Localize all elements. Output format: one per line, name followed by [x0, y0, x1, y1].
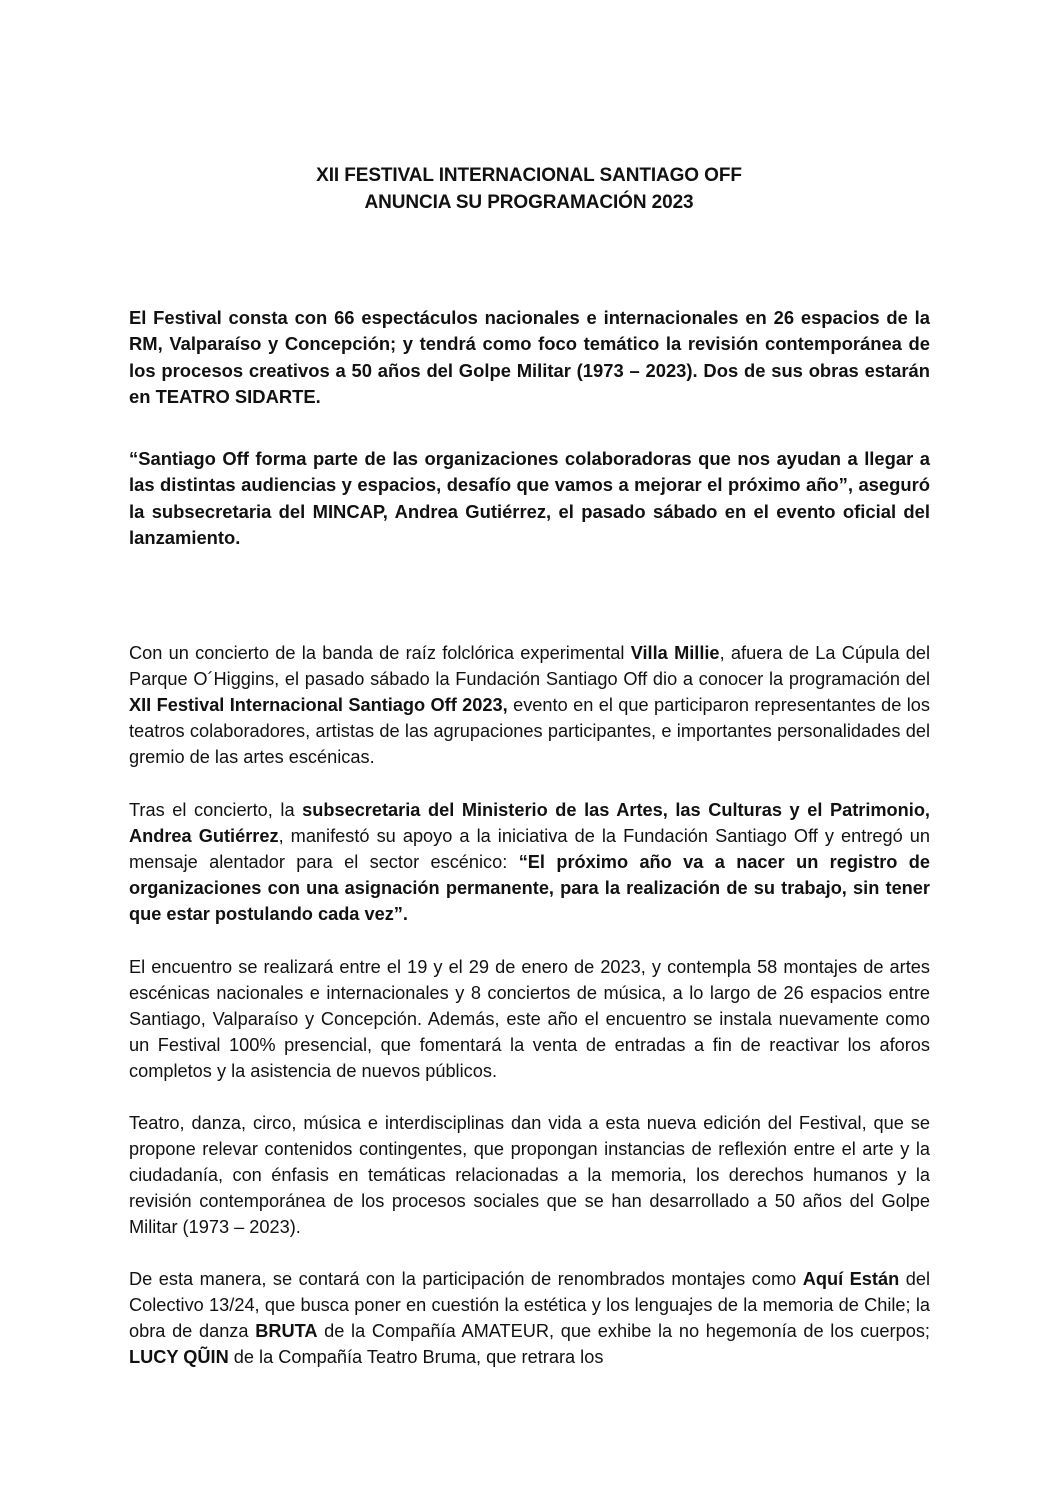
subsecretary-title: subsecretaria del Ministerio de las Artes, las Culturas y el Patrimonio, Andrea Gutiérrez	[129, 800, 930, 846]
page-title	[0, 162, 1058, 216]
festival-name: XII Festival Internacional Santiago Off 2023,	[129, 695, 508, 715]
work-bruta: BRUTA	[255, 1321, 318, 1341]
lead-paragraph-1: El Festival consta con 66 espectáculos nacionales e internacionales en 26 espacios de la RM, Valparaíso y Concepción; y tendrá como foco temático la revisión contemporánea de los procesos creativos a 50 años del Golpe Militar (1973 – 2023). Dos de sus obras estarán en TEATRO SIDARTE.	[129, 307, 930, 407]
subsecretary-quote: “El próximo año va a nacer un registro de organizaciones con una asignación permanente, para la realización de su trabajo, sin tener que estar postulando cada vez”.	[129, 852, 930, 924]
body-paragraph-2: Tras el concierto, la subsecretaria del Ministerio de las Artes, las Culturas y el Patrimonio, Andrea Gutiérrez, manifestó su apoyo a la iniciativa de la Fundación Santiago Off y entregó un mensaje alentador para el sector escénico: “El próximo año va a nacer un registro de organizaciones con una asignación permanente, para la realización de su trabajo, sin tener que estar postulando cada vez”.	[129, 800, 930, 924]
title-line-1: XII FESTIVAL INTERNACIONAL SANTIAGO OFF	[316, 165, 742, 186]
body-paragraph-3: El encuentro se realizará entre el 19 y el 29 de enero de 2023, y contempla 58 montajes de artes escénicas nacionales e internacionales y 8 conciertos de música, a lo largo de 26 espacios entre Santiago, Valparaíso y Concepción. Además, este año el encuentro se instala nuevamente como un Festival 100% presencial, que fomentará la venta de entradas a fin de reactivar los aforos completos y la asistencia de nuevos públicos.	[129, 957, 930, 1081]
work-lucy-quin: LUCY QŨIN	[129, 1347, 229, 1367]
work-aqui-estan: Aquí Están	[802, 1269, 900, 1289]
lead-quote-paragraph: “Santiago Off forma parte de las organizaciones colaboradoras que nos ayudan a llegar a las distintas audiencias y espacios, desafío que vamos a mejorar el próximo año”, aseguró la subsecretaria del MINCAP, Andrea Gutiérrez, el pasado sábado en el evento oficial del lanzamiento.	[129, 448, 930, 548]
body-paragraph-1: Con un concierto de la banda de raíz folclórica experimental Villa Millie, afuera de La Cúpula del Parque O´Higgins, el pasado sábado la Fundación Santiago Off dio a conocer la programación del XII Festival Internacional Santiago Off 2023, evento en el que participaron representantes de los teatros colaboradores, artistas de las agrupaciones participantes, e importantes personalidades del gremio de las artes escénicas.	[129, 643, 931, 767]
band-name: Villa Millie	[630, 643, 720, 663]
body-paragraph-4: Teatro, danza, circo, música e interdisciplinas dan vida a esta nueva edición del Festival, que se propone relevar contenidos contingentes, que propongan instancias de reflexión entre el arte y la ciudadanía, con énfasis en temáticas relacionadas a la memoria, los derechos humanos y la revisión contemporánea de los procesos sociales que se han desarrollado a 50 años del Golpe Militar (1973 – 2023).	[129, 1113, 930, 1237]
body-paragraph-5: De esta manera, se contará con la participación de renombrados montajes como Aquí Están del Colectivo 13/24, que busca poner en cuestión la estética y los lenguajes de la memoria de Chile; la obra de danza BRUTA de la Compañía AMATEUR, que exhibe la no hegemonía de los cuerpos; LUCY QŨIN de la Compañía Teatro Bruma, que retrara los	[129, 1269, 930, 1367]
title-line-2: ANUNCIA SU PROGRAMACIÓN 2023	[364, 192, 694, 213]
